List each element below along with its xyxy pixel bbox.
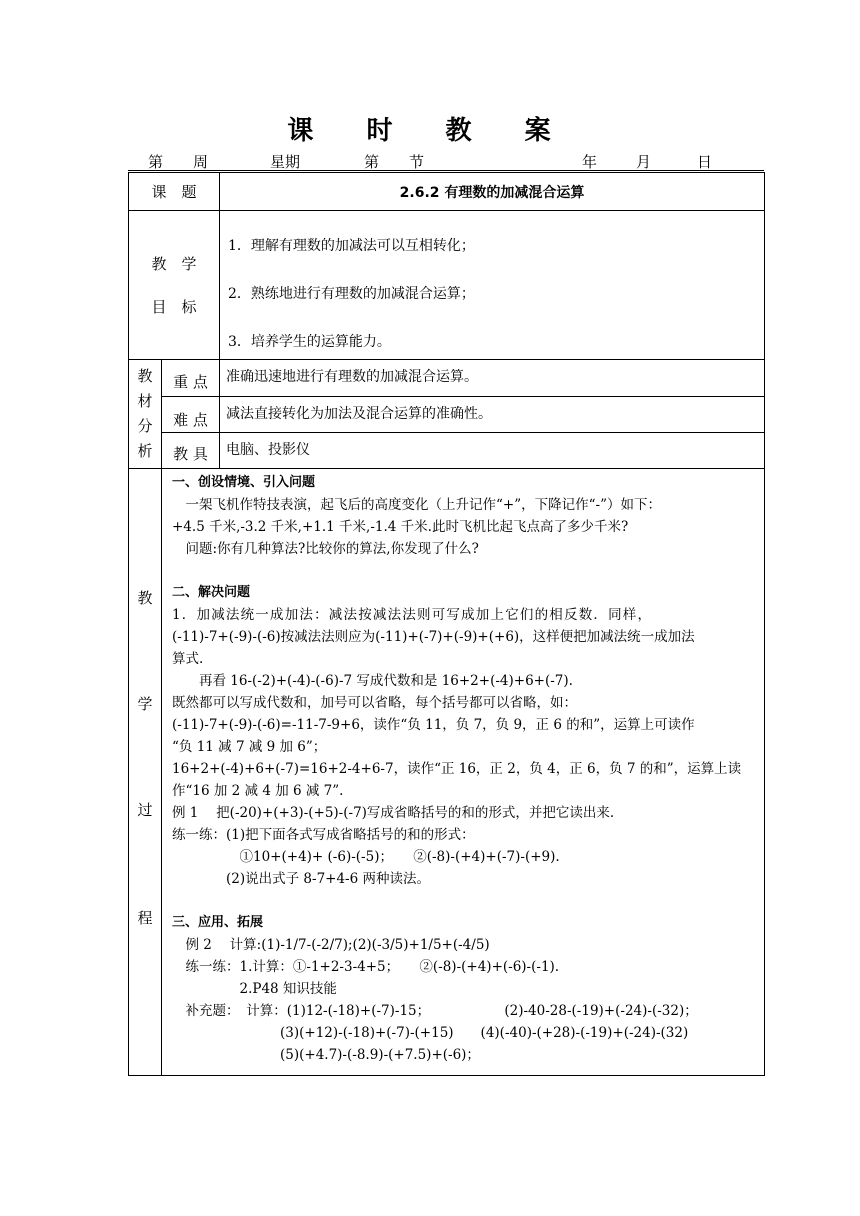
header-week: 第 周 [148, 153, 209, 171]
process-char: 程 [137, 909, 153, 927]
content-line: 补充题： 计算：(1)12-(-18)+(-7)-15； (2)-40-28-(-19)+(-24)-(-32)； [172, 1003, 698, 1019]
content-line: 练一练：1.计算：①-1+2-3-4+5； ②(-8)-(+4)+(-6)-(-1). [172, 959, 560, 975]
analysis-label [129, 360, 162, 469]
content-line: +4.5 千米,-3.2 千米,+1.1 千米,-1.4 千米.此时飞机比起飞点高了多少千米? [172, 519, 629, 535]
process-label [129, 469, 162, 1076]
tools-value: 电脑、投影仪 [220, 433, 765, 469]
header-weekday: 星期 [270, 153, 301, 171]
header-section: 第 节 [364, 153, 425, 171]
content-line: 例 2 计算:(1)-1/7-(-2/7);(2)(-3/5)+1/5+(-4/5) [172, 937, 490, 953]
content-line: 问题:你有几种算法?比较你的算法,你发现了什么? [172, 541, 479, 557]
process-content [162, 469, 765, 1076]
difficulty-value: 减法直接转化为加法及混合运算的准确性。 [220, 397, 765, 433]
key-point-label: 重 点 [162, 360, 220, 397]
process-char: 学 [137, 695, 153, 713]
header-month: 月 [636, 153, 652, 171]
blank-line [172, 560, 764, 582]
content-line: (-11)-7+(-9)-(-6)=-11-7-9+6，读作“负 11，负 7，负 9，正 6 的和”，运算上可读作 [172, 717, 695, 733]
process-char: 过 [137, 801, 153, 819]
goal-item: 3．培养学生的运算能力。 [228, 334, 391, 350]
content-line: (3)(+12)-(-18)+(-7)-(+15) (4)(-40)-(+28)-(-19)+(-24)-(32) [172, 1025, 689, 1041]
content-line: 例 1 把(-20)+(+3)-(+5)-(-7)写成省略括号的和的形式，并把它读出来. [172, 805, 615, 821]
process-char: 教 [137, 589, 153, 607]
section-heading: 二、解决问题 [172, 585, 251, 600]
analysis-char: 教 [137, 367, 153, 385]
difficulty-label: 难 点 [162, 397, 220, 433]
content-line: (2)说出式子 8-7+4-6 两种读法。 [172, 871, 430, 887]
tools-label: 教 具 [162, 433, 220, 469]
content-line: 1．加减法统一成加法：减法按减法法则可写成加上它们的相反数．同样， [172, 607, 653, 623]
content-line: 再看 16-(-2)+(-4)-(-6)-7 写成代数和是 16+2+(-4)+6+(-7). [172, 673, 573, 689]
content-line: 练一练：(1)把下面各式写成省略括号的和的形式： [172, 827, 475, 843]
content-line: (-11)-7+(-9)-(-6)按减法法则应为(-11)+(-7)+(-9)+(+6)，这样便把加减法统一成加法 [172, 629, 695, 645]
header-day: 日 [697, 153, 713, 171]
content-line: 作“16 加 2 减 4 加 6 减 7”. [172, 783, 344, 799]
section-heading: 一、创设情境、引入问题 [172, 475, 316, 490]
document-title: 课 时 教 案 [287, 116, 573, 146]
content-line: (5)(+4.7)-(-8.9)-(+7.5)+(-6)； [172, 1047, 480, 1063]
content-line: 算式. [172, 651, 204, 667]
goal-item: 1．理解有理数的加减法可以互相转化； [228, 238, 475, 254]
topic-value: 2.6.2 有理数的加减混合运算 [220, 173, 765, 211]
goals-label-line1: 教 学 [151, 255, 197, 273]
header-rule [128, 170, 764, 171]
content-line: 既然都可以写成代数和，加号可以省略，每个括号都可以省略，如： [172, 695, 577, 711]
analysis-char: 分 [137, 417, 153, 435]
lesson-plan-table [128, 172, 765, 1076]
content-line: 16+2+(-4)+6+(-7)=16+2-4+6-7，读作“正 16，正 2，负 4，正 6，负 7 的和”，运算上读 [172, 761, 742, 777]
blank-line [172, 890, 764, 912]
content-line: 一架飞机作特技表演，起飞后的高度变化（上升记作“+”，下降记作“-”）如下： [172, 497, 661, 513]
content-line: ①10+(+4)+ (-6)-(-5)； ②(-8)-(+4)+(-7)-(+9). [172, 849, 560, 865]
goals-label-line2: 目 标 [151, 298, 197, 316]
topic-label: 课 题 [129, 173, 220, 211]
goals-label [129, 211, 220, 360]
goals-content [220, 211, 765, 360]
section-heading: 三、应用、拓展 [172, 915, 264, 930]
analysis-char: 材 [137, 392, 153, 410]
goal-item: 2．熟练地进行有理数的加减混合运算； [228, 286, 475, 302]
content-line: “负 11 减 7 减 9 加 6”； [172, 739, 327, 755]
analysis-char: 析 [137, 442, 153, 460]
header-year: 年 [582, 153, 598, 171]
key-point-value: 准确迅速地进行有理数的加减混合运算。 [220, 360, 765, 397]
content-line: 2.P48 知识技能 [172, 981, 337, 997]
